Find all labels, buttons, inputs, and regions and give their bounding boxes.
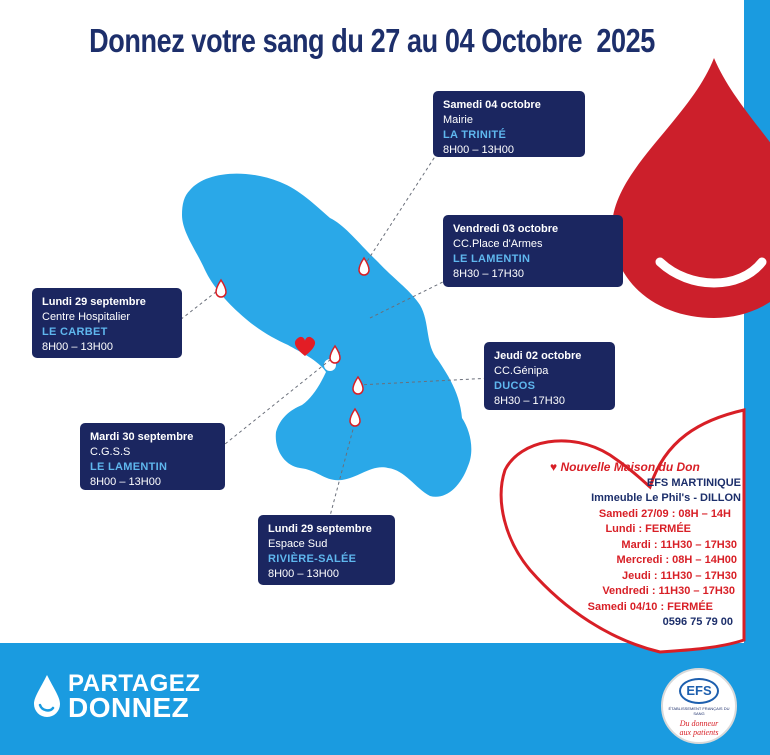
schedule-card-ducos <box>484 342 615 410</box>
schedule-card-lamentin-armes <box>443 215 623 287</box>
card-venue: CC.Génipa <box>494 365 549 377</box>
card-day: Samedi 04 octobre <box>443 99 541 111</box>
efs-tagline-1: Du donneur <box>679 719 719 728</box>
maison-hours-2: Mardi : 11H30 – 17H30 <box>621 538 737 551</box>
page-title: Donnez votre sang du 27 au 04 Octobre 2025 <box>89 22 655 59</box>
maison-hours-1: Lundi : FERMÉE <box>605 523 691 535</box>
card-venue: Espace Sud <box>268 538 328 550</box>
heart-icon: ♥ <box>550 460 561 474</box>
blood-drop-icon <box>32 673 62 719</box>
martinique-island <box>182 174 471 497</box>
maison-hours-4: Jeudi : 11H30 – 17H30 <box>622 569 737 582</box>
maison-phone: 0596 75 79 00 <box>662 616 733 628</box>
card-city: DUCOS <box>494 380 536 392</box>
efs-badge <box>661 668 737 744</box>
maison-hours-0: Samedi 27/09 : 08H – 14H <box>598 507 731 520</box>
maison-address: Immeuble Le Phil's - DILLON <box>591 492 741 504</box>
maison-org: EFS MARTINIQUE <box>646 476 741 489</box>
card-city: LE LAMENTIN <box>453 253 531 265</box>
card-venue: Centre Hospitalier <box>42 311 131 323</box>
card-day: Vendredi 03 octobre <box>453 223 559 235</box>
card-city: RIVIÈRE-SALÉE <box>268 553 357 565</box>
efs-logo: EFS <box>679 678 719 704</box>
card-hours: 8H00 – 13H00 <box>443 144 514 156</box>
card-city: LA TRINITÉ <box>443 129 507 141</box>
slogan-line1: PARTAGEZ <box>68 670 201 697</box>
slogan-line2: DONNEZ <box>68 692 190 723</box>
card-hours: 8H00 – 13H00 <box>42 341 113 353</box>
efs-tagline-2: aux patients <box>679 728 719 737</box>
maison-hours-5: Vendredi : 11H30 – 17H30 <box>602 585 735 597</box>
maison-hours-3: Mercredi : 08H – 14H00 <box>616 554 737 566</box>
card-day: Jeudi 02 octobre <box>494 350 582 362</box>
partagez-donnez-logo <box>32 670 201 723</box>
maison-du-don-info <box>505 460 741 631</box>
card-day: Lundi 29 septembre <box>42 296 146 308</box>
card-hours: 8H00 – 13H00 <box>90 476 161 488</box>
card-day: Mardi 30 septembre <box>90 431 194 443</box>
efs-name: ÉTABLISSEMENT FRANÇAIS DU SANG <box>668 706 730 716</box>
card-venue: Mairie <box>443 114 473 126</box>
card-hours: 8H30 – 17H30 <box>453 268 524 280</box>
maison-hours-6: Samedi 04/10 : FERMÉE <box>587 600 713 613</box>
card-hours: 8H30 – 17H30 <box>494 395 565 407</box>
schedule-card-trinite <box>433 91 585 157</box>
card-city: LE LAMENTIN <box>90 461 168 473</box>
card-day: Lundi 29 septembre <box>268 523 372 535</box>
card-city: LE CARBET <box>42 326 108 338</box>
card-hours: 8H00 – 13H00 <box>268 568 339 580</box>
schedule-card-carbet <box>32 288 182 358</box>
maison-heading: Nouvelle Maison du Don <box>560 460 700 474</box>
card-venue: C.G.S.S <box>90 446 131 458</box>
card-venue: CC.Place d'Armes <box>453 238 543 250</box>
schedule-card-riviere-salee <box>258 515 395 585</box>
schedule-card-lamentin-cgss <box>80 423 225 490</box>
